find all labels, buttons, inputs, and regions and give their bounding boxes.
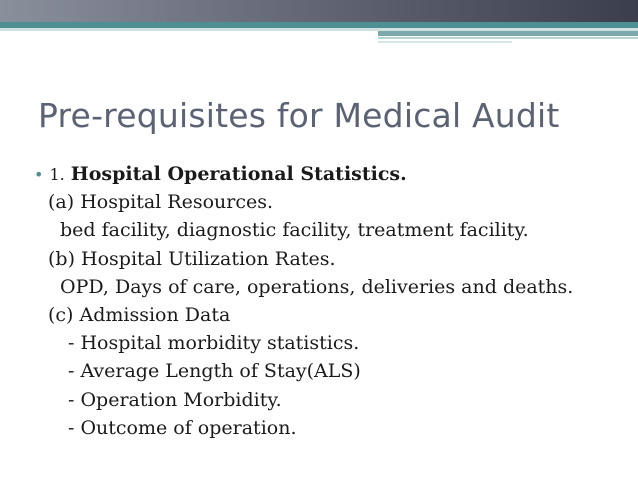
section-b-heading: (b) Hospital Utilization Rates. — [48, 247, 336, 270]
header-decoration — [0, 0, 638, 48]
header-strip-3 — [378, 41, 512, 43]
slide-body — [34, 160, 628, 442]
section-c-item: - Hospital morbidity statistics. — [68, 332, 360, 355]
bullet-item — [34, 160, 628, 188]
header-band-dark — [0, 0, 638, 22]
slide-title: Pre-requisites for Medical Audit — [38, 96, 560, 135]
section-a-heading: (a) Hospital Resources. — [48, 191, 274, 214]
bullet-number: 1. — [49, 165, 65, 184]
section-c-item: - Operation Morbidity. — [68, 388, 282, 411]
section-c-item: - Outcome of operation. — [68, 416, 297, 439]
bullet-heading: Hospital Operational Statistics. — [70, 163, 407, 185]
section-b-detail: OPD, Days of care, operations, deliveries and deaths. — [60, 275, 574, 298]
section-c-item: - Average Length of Stay(ALS) — [68, 360, 361, 383]
section-c-heading: (c) Admission Data — [48, 303, 231, 326]
section-a-detail: bed facility, diagnostic facility, treatment facility. — [60, 219, 529, 242]
header-strip-1 — [378, 31, 638, 36]
header-strip-2 — [378, 37, 638, 39]
bullet-marker: • — [34, 165, 44, 184]
